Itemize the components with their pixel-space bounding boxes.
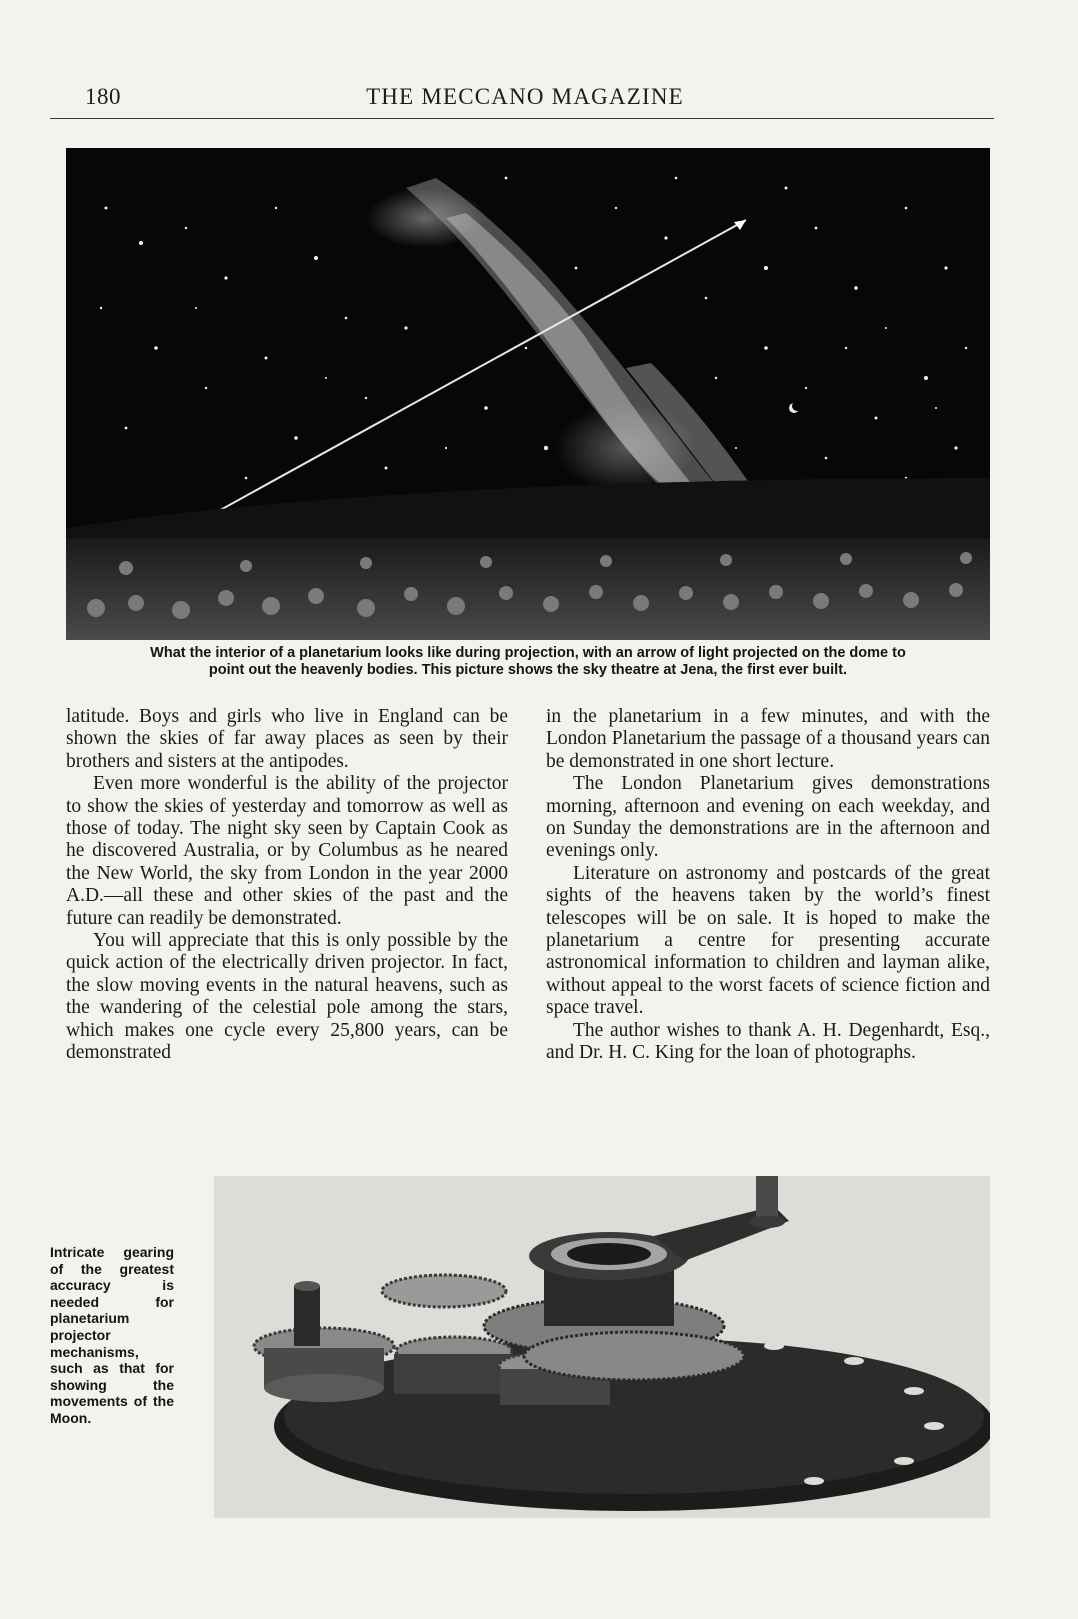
header-rule [50,118,994,119]
article-right-column [546,706,990,1065]
top-photo-caption [66,645,990,679]
paragraph: Even more wonderful is the ability of the projector to show the skies of yesterday and tomorrow as well as those of today. The night sky seen by Captain Cook as he discovered Australia, or by Columbus as he neared the New World, the sky from London in the year 2000 A.D.—all these and other skies of the past and the future can readily be demonstrated. [66,773,508,929]
paragraph: You will appreciate that this is only possible by the quick action of the electrically driven projector. In fact, the slow moving events in the natural heavens, such as the wandering of the celestial pole among the stars, which makes one cycle every 25,800 years, can be demonstrated [66,930,508,1064]
paragraph: The author wishes to thank A. H. Degenhardt, Esq., and Dr. H. C. King for the loan of photographs. [546,1019,990,1064]
paragraph: The London Planetarium gives demonstrations morning, afternoon and evening on each weekday, and on Sunday the demonstrations are in the afternoon and evenings only. [546,773,990,862]
article-left-column [66,706,508,1065]
gearing-mechanism-photo [214,1176,990,1518]
paragraph: in the planetarium in a few minutes, and with the London Planetarium the passage of a thousand years can be demonstrated in one short lecture. [546,706,990,772]
page-number: 180 [85,84,121,109]
caption-line: point out the heavenly bodies. This picture shows the sky theatre at Jena, the first ever built. [208,662,848,678]
paragraph: Literature on astronomy and postcards of the great sights of the heavens taken by the world’s finest telescopes will be on sale. It is hoped to make the planetarium a centre for presenting accurate astronomical information to children and layman alike, without appeal to the worst facets of science fiction and space travel. [546,862,990,1019]
audience [66,538,990,640]
magazine-title: THE MECCANO MAGAZINE [366,84,684,109]
planetarium-interior-photo [66,148,990,640]
paragraph: latitude. Boys and girls who live in England can be shown the skies of far away places as seen by their brothers and sisters at the antipodes. [66,706,508,772]
gearing-photo-caption: Intricate gearing of the greatest accuracy is needed for planetarium projector mechanisms, such as that for showing the movements of the Moon. [50,1244,174,1426]
caption-line: What the interior of a planetarium looks like during projection, with an arrow of light projected on the dome to [150,645,906,661]
